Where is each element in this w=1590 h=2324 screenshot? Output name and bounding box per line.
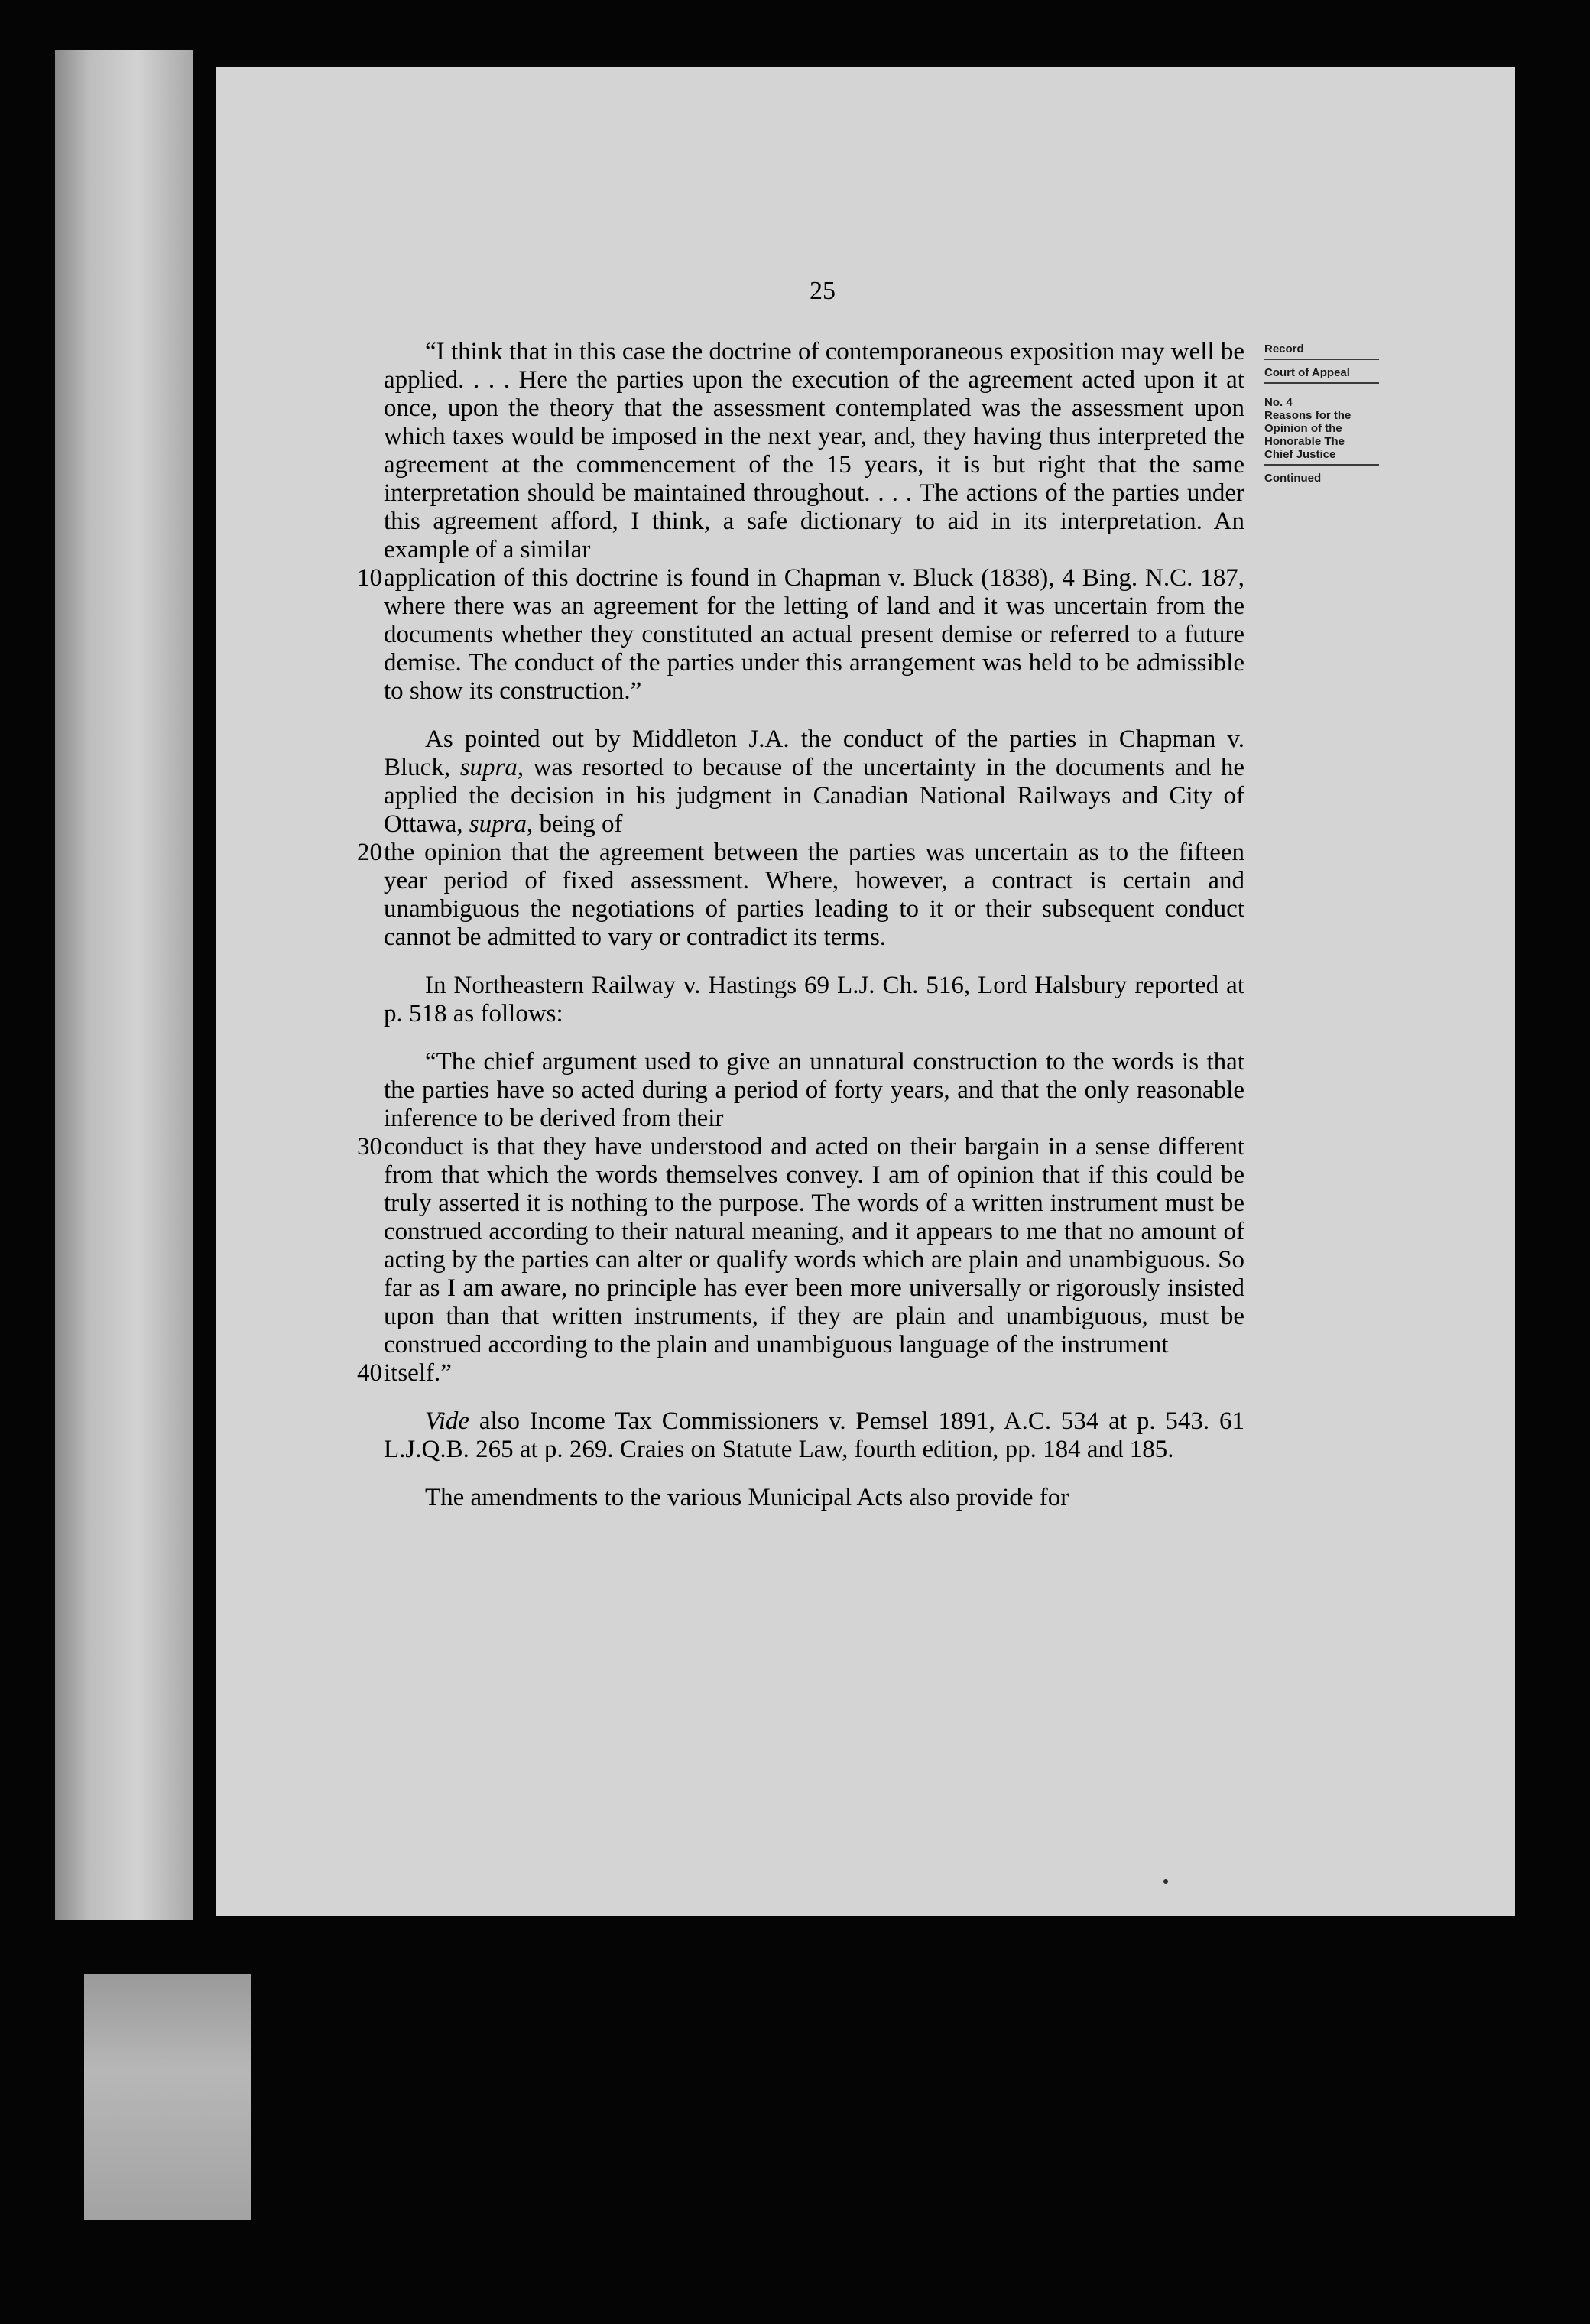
margin-court: Court of Appeal <box>1264 366 1350 379</box>
margin-doc-title-line: Opinion of the <box>1264 422 1342 435</box>
p5-vide: Vide <box>425 1407 470 1435</box>
p2-text-d: the opinion that the agreement between the parties was uncertain as to the fifteen year period of fixed assessment. Where, however, a contract is certain and unambiguous the negotiations of parties leading to it or their subsequent conduct cannot be admitted to vary or contradict its terms. <box>384 839 1244 951</box>
quote-2-part-c-wrap <box>357 1359 1244 1388</box>
paragraph-2-part-d-wrap <box>357 839 1244 952</box>
margin-doc-title-line: Reasons for the <box>1264 409 1352 422</box>
margin-doc-title-line: Honorable The <box>1264 435 1345 448</box>
p5-text: also Income Tax Commissioners v. Pemsel 1891, A.C. 534 at p. 543. 61 L.J.Q.B. 265 at p. 269. Craies on Statute Law, fourth edition, pp. 184 and 185. <box>384 1407 1244 1463</box>
quote-2-part-c: itself.” <box>384 1359 452 1387</box>
margin-rule <box>1264 464 1379 466</box>
line-number-10: 10 <box>357 564 382 592</box>
p2-supra-1: supra <box>459 754 518 781</box>
page-number: 25 <box>810 277 836 305</box>
paragraph-2-part-a <box>384 725 1244 839</box>
paragraph-6: The amendments to the various Municipal Acts also provide for <box>425 1484 1069 1511</box>
margin-doc-no: No. 4 <box>1264 396 1293 409</box>
quote-1-part-b: application of this doctrine is found in Chapman v. Bluck (1838), 4 Bing. N.C. 187, where there was an agreement for the letting of land and it was uncertain from the documents whether they constituted an actual present demise or referred to a future demise. The conduct of the parties under this arrangement was held to be admissible to show its construction.” <box>384 564 1244 705</box>
margin-rule <box>1264 382 1379 384</box>
dust-speck <box>1163 1879 1168 1884</box>
quote-paragraph-1 <box>357 338 1244 706</box>
margin-notes <box>1264 342 1387 485</box>
paragraph-5 <box>384 1407 1244 1464</box>
quote-paragraph-2 <box>357 1048 1244 1388</box>
p2-text-a: As pointed out by Middleton J.A. the conduct of the parties in Chapman v. Bluck, <box>384 725 1244 781</box>
left-page-stub <box>84 1974 251 2220</box>
quote-2-part-a: “The chief argument used to give an unnatural construction to the words is that the parties have so acted during a period of forty years, and that the only reasonable inference to be derived from their <box>384 1048 1244 1132</box>
margin-record: Record <box>1264 342 1304 355</box>
quote-1-part-b-wrap <box>357 564 1244 706</box>
paragraph-2 <box>357 725 1245 952</box>
line-number-20: 20 <box>357 839 382 866</box>
margin-rule <box>1264 359 1379 360</box>
quote-2-part-b-wrap <box>357 1133 1244 1359</box>
left-page-edge <box>55 50 193 1920</box>
margin-continued: Continued <box>1264 472 1322 485</box>
margin-doc-title-line: Chief Justice <box>1264 448 1336 461</box>
p2-supra-2: supra <box>469 810 527 838</box>
body-text <box>357 338 1245 1512</box>
quote-2-part-b: conduct is that they have understood and acted on their bargain in a sense different from that which the words themselves convey. I am of opinion that if this could be truly asserted it is nothing to the purpose. The words of a written instrument must be construed according to their natural meaning, and it appears to me that no amount of acting by the parties can alter or qualify words which are plain and unambiguous. So far as I am aware, no principle has ever been more universally or rigorously insisted upon than that written instruments, if they are plain and unambiguous, must be construed according to the plain and unambiguous language of the instrument <box>384 1133 1244 1358</box>
p2-text-b: , was resorted to because of the uncertainty in the documents and he applied the decision in his judgment in Canadian National Railways and City of Ottawa, <box>384 754 1245 838</box>
paragraph-3: In Northeastern Railway v. Hastings 69 L.J. Ch. 516, Lord Halsbury reported at p. 518 as follows: <box>384 972 1244 1027</box>
line-number-40: 40 <box>357 1359 382 1387</box>
p2-text-c: , being of <box>526 810 623 838</box>
line-number-30: 30 <box>357 1133 382 1160</box>
quote-1-part-a: “I think that in this case the doctrine of contemporaneous exposition may well be applied. . . . Here the parties upon the execution of the agreement acted upon it at once, upon the theory that the assessment contemplated was the assessment upon which taxes would be imposed in the next year, and, they having thus interpreted the agreement at the commencement of the 15 years, it is but right that the same interpretation should be maintained throughout. . . . The actions of the parties under this agreement afford, I think, a safe dictionary to aid in its interpretation. An example of a similar <box>384 338 1244 563</box>
